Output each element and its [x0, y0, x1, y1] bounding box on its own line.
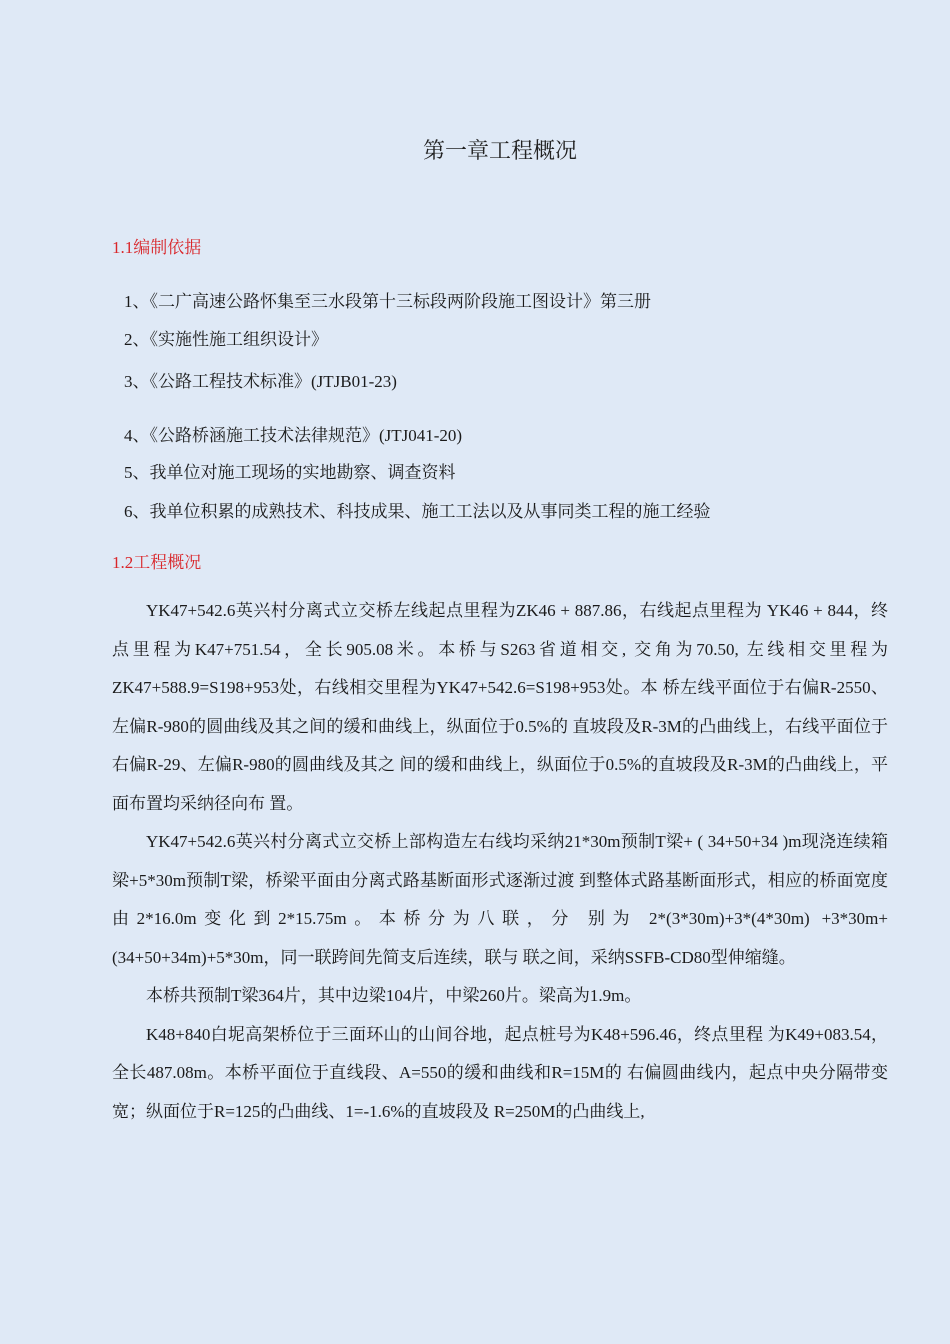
list-item: 6、我单位积累的成熟技术、科技成果、施工工法以及从事同类工程的施工经验 [124, 502, 711, 521]
list-item: 3、《公路工程技术标准》(JTJB01-23) [124, 372, 397, 391]
paragraph: 本桥共预制T梁364片，其中边梁104片，中梁260片。梁高为1.9m。 [146, 986, 642, 1005]
list-item: 2、《实施性施工组织设计》 [124, 330, 328, 349]
list-item: 4、《公路桥涵施工技术法律规范》(JTJ041-20) [124, 426, 463, 445]
list-item: 5、我单位对施工现场的实地勘察、调查资料 [124, 463, 456, 482]
section-heading-overview: 1.2工程概况 [112, 553, 202, 572]
section-heading-basis: 1.1编制依据 [112, 238, 202, 257]
paragraph: K48+840白坭高架桥位于三面环山的山间谷地，起点桩号为K48+596.46，终点里程 为K49+083.54，全长487.08m。本桥平面位于直线段、A=550的缓和曲线和R=15M的 右偏圆曲线内，起点中央分隔带变宽；纵面位于R=125的凸曲线、1=-1.6%的直坡段及 R=250M的凸曲线上, [112, 1024, 888, 1121]
paragraph: YK47+542.6英兴村分离式立交桥上部构造左右线均采纳21*30m预制T梁+ ( 34+50+34 )m现浇连续箱梁+5*30m预制T梁，桥梁平面由分离式路基断面形式逐渐过渡 到整体式路基断面形式，相应的桥面宽度由2*16.0m变化到2*15.75m。本桥分为八联，分 别为 2*(3*30m)+3*(4*30m) +3*30m+(34+50+34m)+5*30m，同一联跨间先简支后连续，联与 联之间，采纳SSFB-CD80型伸缩缝。 [112, 832, 888, 967]
chapter-title: 第一章工程概况 [422, 138, 577, 163]
list-item: 1、《二广高速公路怀集至三水段第十三标段两阶段施工图设计》第三册 [124, 292, 651, 311]
paragraph: YK47+542.6英兴村分离式立交桥左线起点里程为ZK46 + 887.86，右线起点里程为 YK46 + 844，终点里程为K47+751.54，全长905.08米。本桥与S263省道相交, 交角为70.50, 左线相交里程为ZK47+588.9=S198+953处，右线相交里程为YK47+542.6=S198+953处。本 桥左线平面位于右偏R-2550、左偏R-980的圆曲线及其之间的缓和曲线上，纵面位于0.5%的 直坡段及R-3M的凸曲线上，右线平面位于右偏R-29、左偏R-980的圆曲线及其之 间的缓和曲线上，纵面位于0.5%的直坡段及R-3M的凸曲线上，平面布置均采纳径向布 置。 [112, 601, 888, 813]
overview-body [112, 592, 888, 1131]
